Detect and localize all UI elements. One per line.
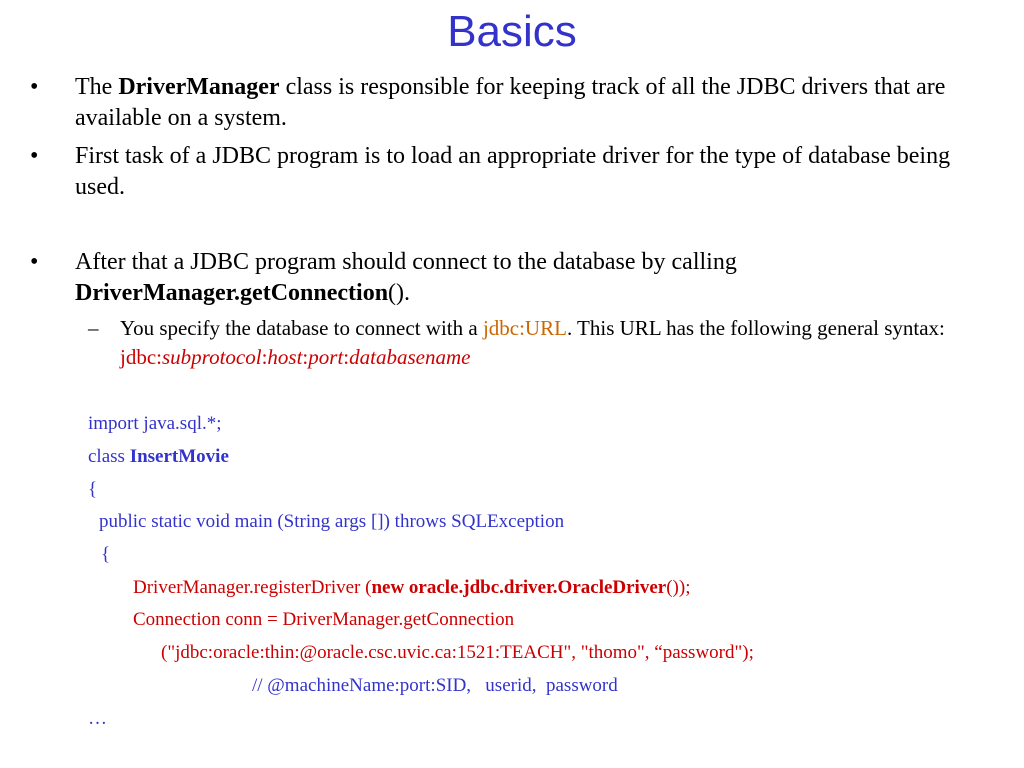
sub-text-mid: . This URL has the following general syntax: bbox=[566, 316, 945, 340]
code-register-bold: new oracle.jdbc.driver.OracleDriver bbox=[371, 577, 667, 598]
code-line-main: public static void main (String args []) throws SQLException bbox=[99, 511, 565, 532]
bullet-text-bold: DriverManager bbox=[118, 74, 280, 100]
bullet-mark: • bbox=[30, 143, 39, 169]
syntax-colon: : bbox=[343, 345, 350, 369]
syntax-port: port bbox=[308, 345, 344, 369]
syntax-colon: : bbox=[302, 345, 309, 369]
bullet-text-post: class is responsible for keeping track of all the JDBC drivers that are available on a system. bbox=[75, 74, 946, 131]
code-line-register-driver bbox=[133, 576, 690, 600]
code-class-name: InsertMovie bbox=[129, 446, 229, 467]
bullet-text-parens: () bbox=[388, 280, 405, 306]
code-line-open-brace: { bbox=[88, 479, 98, 500]
bullet-text bbox=[75, 72, 975, 134]
syntax-databasename: databasename bbox=[349, 345, 471, 369]
syntax-colon: : bbox=[261, 345, 268, 369]
code-line-import: import java.sql.*; bbox=[88, 413, 222, 434]
bullet-text-bold: DriverManager.getConnection bbox=[75, 280, 389, 306]
bullet-text: First task of a JDBC program is to load an appropriate driver for the type of database being used. bbox=[75, 143, 951, 200]
code-line-connection: Connection conn = DriverManager.getConnection bbox=[133, 609, 515, 630]
bullet-mark: • bbox=[30, 74, 39, 100]
bullet-text-pre: After that a JDBC program should connect to the database by calling bbox=[75, 249, 737, 275]
sub-bullet-text bbox=[120, 314, 980, 372]
bullet-mark: • bbox=[30, 249, 39, 275]
code-class-keyword: class bbox=[88, 446, 130, 467]
syntax-subprotocol: subprotocol bbox=[162, 345, 262, 369]
code-line-connection-args: ("jdbc:oracle:thin:@oracle.csc.uvic.ca:1521:TEACH", "thomo", “password"); bbox=[161, 642, 754, 663]
bullet-text bbox=[75, 247, 975, 309]
code-line-comment: // @machineName:port:SID, userid, password bbox=[252, 675, 618, 696]
code-line-class bbox=[88, 445, 229, 469]
code-register-post: ()); bbox=[666, 577, 691, 598]
code-line-main-brace: { bbox=[101, 544, 111, 565]
syntax-host: host bbox=[267, 345, 303, 369]
sub-bullet-mark: – bbox=[88, 316, 99, 340]
code-line-ellipsis: … bbox=[88, 708, 107, 729]
sub-text-pre: You specify the database to connect with a bbox=[120, 316, 483, 340]
code-register-pre: DriverManager.registerDriver ( bbox=[133, 577, 372, 598]
slide-title: Basics bbox=[447, 7, 577, 56]
jdbc-url-term: jdbc:URL bbox=[482, 316, 567, 340]
syntax-jdbc: jdbc: bbox=[120, 345, 162, 369]
bullet-text-pre: The bbox=[75, 74, 119, 100]
bullet-text-period: . bbox=[404, 280, 411, 306]
